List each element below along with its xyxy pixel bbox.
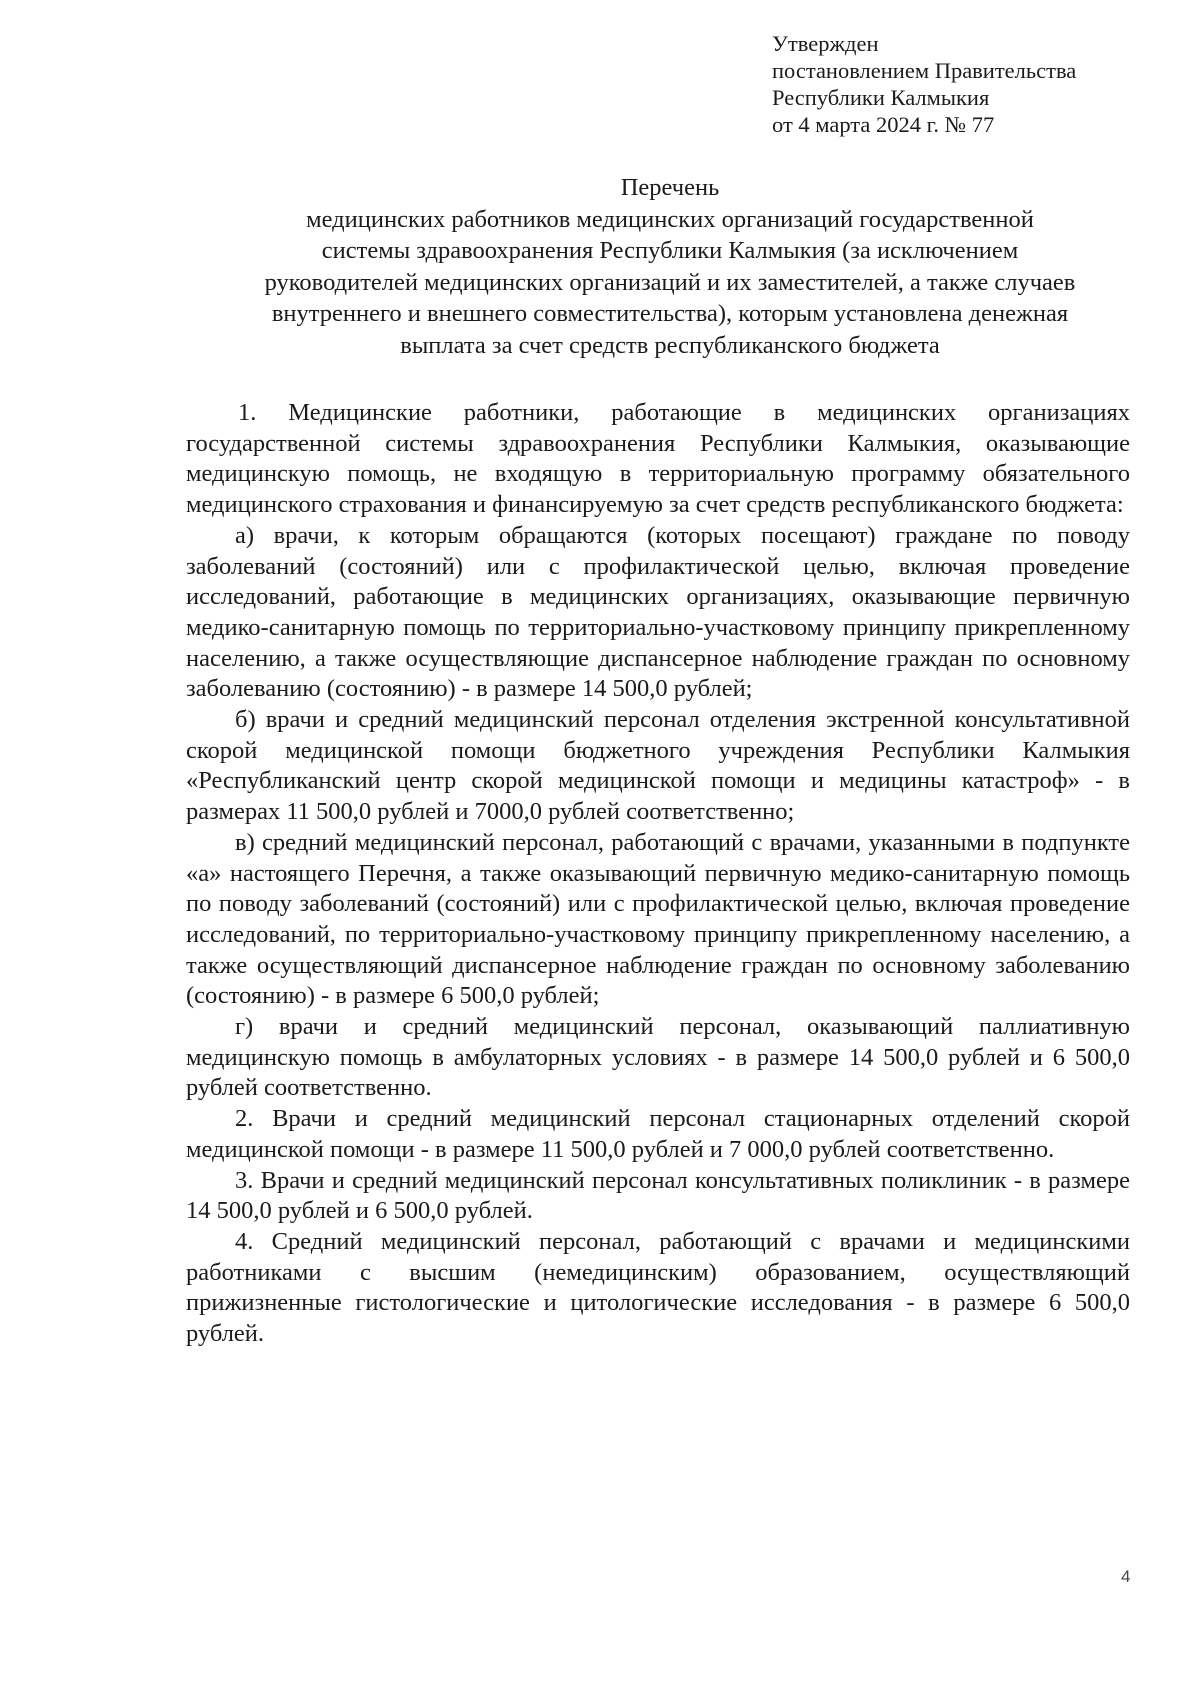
approval-block [772, 30, 1076, 138]
paragraph-2: 2. Врачи и средний медицинский персонал стационарных отделений скорой медицинской помощи - в размере 11 500,0 рублей и 7 000,0 рублей соответственно. [186, 1105, 1130, 1163]
document-title [120, 172, 1200, 361]
paragraph-3: 3. Врачи и средний медицинский персонал консультативных поликлиник - в размере 14 500,0 рублей и 6 500,0 рублей. [186, 1166, 1130, 1225]
title-line: внутреннего и внешнего совместительства), которым установлена денежная [271, 300, 1069, 327]
title-line: системы здравоохранения Республики Калмыкия (за исключением [321, 237, 1019, 264]
subparagraph-b: б) врачи и средний медицинский персонал отделения экстренной консультативной скорой медицинской помощи бюджетного учреждения Республики Калмыкия «Республиканский центр скорой медицинской помощи и медицины катастроф» - в размерах 11 500,0 рублей и 7000,0 рублей соответственно; [186, 706, 1130, 826]
subparagraph-v: в) средний медицинский персонал, работающий с врачами, указанными в подпункте «а» настоящего Перечня, а также оказывающий первичную медико-санитарную помощь по поводу заболеваний (состояний) или с профилактической целью, включая проведение исследований, по территориально-участковому принципу прикрепленному населению, а также осуществляющий диспансерное наблюдение граждан по основному заболеванию (состоянию) - в размере 6 500,0 рублей; [186, 828, 1130, 1010]
approval-date-line: от 4 марта 2024 г. № 77 [772, 112, 995, 137]
title-heading: Перечень [620, 174, 720, 201]
subparagraph-g: г) врачи и средний медицинский персонал, оказывающий паллиативную медицинскую помощь в амбулаторных условиях - в размере 14 500,0 рублей и 6 500,0 рублей соответственно. [186, 1013, 1130, 1102]
approval-line: постановлением Правительства [772, 58, 1077, 83]
title-line: выплата за счет средств республиканского бюджета [400, 331, 940, 359]
paragraph-1: 1. Медицинские работники, работающие в медицинских организациях государственной системы здравоохранения Республики Калмыкия, оказывающие медицинскую помощь, не входящую в территориальную программу обязательного медицинского страхования и финансируемую за счет средств республиканского бюджета: [186, 399, 1130, 519]
approval-line: Утвержден [772, 31, 879, 56]
subparagraph-a: а) врачи, к которым обращаются (которых посещают) граждане по поводу заболеваний (состояний) или с профилактической целью, включая проведение исследований, работающие в медицинских организациях, оказывающие первичную медико-санитарную помощь по территориально-участковому принципу прикрепленному населению, а также осуществляющие диспансерное наблюдение граждан по основному заболеванию (состоянию) - в размере 14 500,0 рублей; [186, 521, 1130, 703]
page-number: 4 [1121, 1567, 1131, 1586]
title-line: медицинских работников медицинских организаций государственной [306, 205, 1034, 233]
title-line: руководителей медицинских организаций и их заместителей, а также случаев [264, 268, 1076, 296]
approval-line: Республики Калмыкия [772, 85, 990, 110]
document-body [186, 398, 1130, 1350]
paragraph-4: 4. Средний медицинский персонал, работающий с врачами и медицинскими работниками с высшим (немедицинским) образованием, осуществляющий прижизненные гистологические и цитологические исследования - в размере 6 500,0 рублей. [186, 1227, 1130, 1348]
